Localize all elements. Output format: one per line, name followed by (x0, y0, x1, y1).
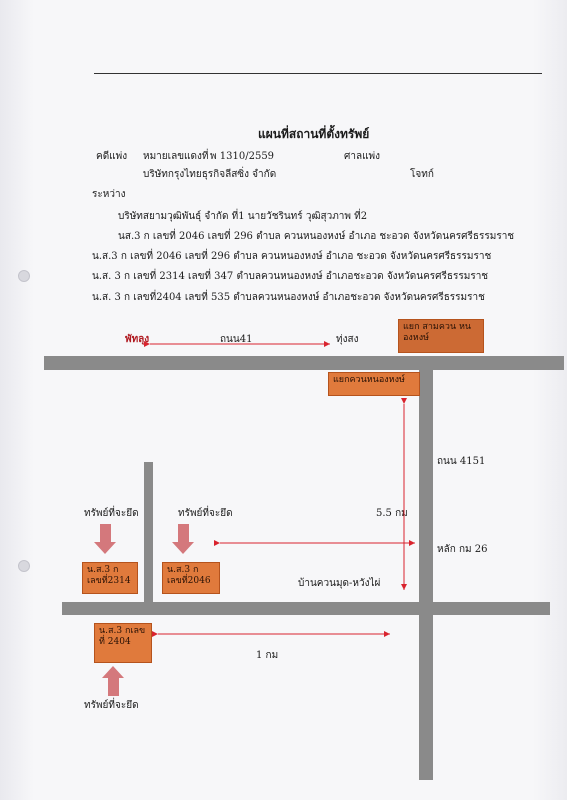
road-top-right-label: ทุ่งสง (336, 334, 359, 345)
distance-1-label: 1 กม (256, 650, 279, 661)
deed-line: น.ส.3 ก เลขที่ 2046 เลขที่ 296 ตำบล ควนหนองหงษ์ อำเภอ ชะอวด จังหวัดนครศรีธรรมราช (92, 251, 492, 262)
case-number: พ 1310/2559 (210, 151, 275, 162)
plaintiff-name: บริษัทกรุงไทยธุรกิจลีสซิ่ง จำกัด (143, 169, 277, 180)
court-name: ศาลแพ่ง (344, 151, 381, 162)
case-label: คดีแพ่ง (96, 151, 128, 162)
deed-line: น.ส. 3 ก เลขที่2404 เลขที่ 535 ตำบลควนหนองหงษ์ อำเภอชะอวด จังหวัดนครศรีธรรมราช (92, 292, 485, 303)
asset-box-2046: น.ส.3 ก เลขที่2046 (162, 562, 220, 594)
junction-box: แยกควนหนองหงษ์ (328, 372, 420, 396)
between-label: ระหว่าง (92, 189, 126, 200)
road-top-name: ถนน41 (220, 334, 253, 345)
asset-label: ทรัพย์ที่จะยึด (84, 508, 139, 519)
junction-box-top: แยก สามควน หนองหงษ์ (398, 319, 484, 353)
plaintiff-role: โจทก์ (410, 169, 434, 180)
distance-55-label: 5.5 กม (376, 508, 408, 519)
defendants: บริษัทสยามวุฒิพันธุ์ จำกัด ที่1 นายวัชรินทร์ วุฒิสุวภาพ ที่2 (118, 211, 368, 222)
km-marker-label: หลัก กม 26 (437, 544, 488, 555)
asset-label: ทรัพย์ที่จะยึด (84, 700, 139, 711)
page-title: แผนที่สถานที่ตั้งทรัพย์ (258, 127, 370, 141)
asset-label: ทรัพย์ที่จะยึด (178, 508, 233, 519)
case-number-label: หมายเลขแดงที่ (143, 151, 209, 162)
road-right-label: ถนน 4151 (437, 456, 486, 467)
asset-box-2314: น.ส.3 ก เลขที่2314 (82, 562, 138, 594)
asset-box-2404: น.ส.3 กเลขที่ 2404 (94, 623, 152, 663)
deed-line: นส.3 ก เลขที่ 2046 เลขที่ 296 ตำบล ควนหนองหงษ์ อำเภอ ชะอวด จังหวัดนครศรีธรรมราช (118, 231, 515, 242)
road-top-left-label: พัทลุง (125, 334, 150, 345)
deed-line: น.ส. 3 ก เลขที่ 2314 เลขที่ 347 ตำบลควนหนองหงษ์ อำเภอชะอวด จังหวัดนครศรีธรรมราช (92, 271, 489, 282)
village-label: บ้านควนมุด-หวังไผ่ (298, 578, 381, 589)
